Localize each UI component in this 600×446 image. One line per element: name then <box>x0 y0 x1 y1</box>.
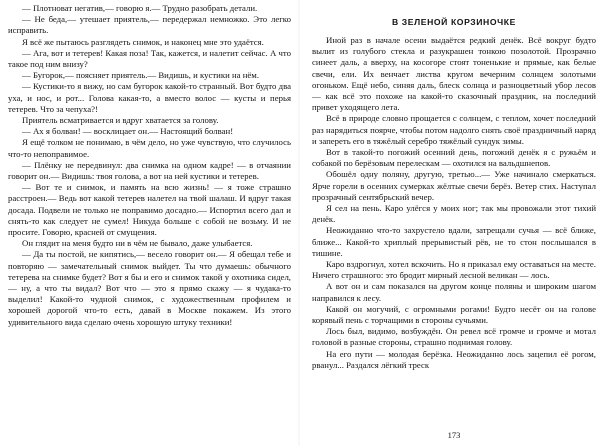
paragraph: Я ещё толком не понимаю, в чём дело, но уже чувствую, что случилось что-то непоправимое. <box>8 137 291 159</box>
paragraph: Какой он могучий, с огромными рогами! Будто несёт он на голове корявый пень с торчащими в стороны сучьями. <box>312 303 596 326</box>
right-page <box>312 0 596 446</box>
paragraph: — Плотноват негатив,— говорю я.— Трудно разобрать детали. <box>22 3 258 13</box>
paragraph: Всё в природе словно прощается с солнцем, с теплом, хочет последний раз нарядиться поярче, чтобы потом надолго снять своё праздничный наряд и запереть его в тяжёлый серебро тяжёлый сундук зимы. <box>312 113 596 146</box>
page-gutter <box>298 0 300 446</box>
paragraph: — Не беда,— утешает приятель,— передержал немножко. Это легко исправить. <box>8 14 291 36</box>
paragraph: Обошёл одну поляну, другую, третью...— Уже начинало смеркаться. Ярче горели в осенних сумерках жёлтые свечи берёз. Ветер стих. Наступал прозрачный сентябрьский вечер. <box>312 169 596 202</box>
paragraph: — Плёнку не передвинул: два снимка на одном кадре! — в отчаянии говорит он.— Видишь: твоя голова, а вот на ней кустики и тетерев. <box>8 159 291 182</box>
paragraph: — Да ты постой, не кипятись,— весело говорит он.— Я обещал тебе и повторяю — замечательный снимок выйдет. Ты что думаешь: обычного тетерева на снимке будет? Вот я бы и его и снимок такой у охотника сидел,— ну, а что ты видал? Вот что — это я прямо скажу — я чудака-то выделил! Какой-то чудной снимок, с художественным профилем и хорошей дорогой что-то есть, давай в Москве покажем. Из этого удивительного вида сделаю очень хорошую штуку техники! <box>8 249 291 327</box>
paragraph: Неожиданно что-то захрустело вдали, затрещали сучья — всё ближе, ближе... Какой-то хриплый прерывистый рёв, не то стон послышался в тишине. <box>312 225 596 258</box>
paragraph: — Ах я болван! — восклицает он.— Настоящий болван! <box>22 126 234 137</box>
paragraph: Каро вздрогнул, хотел вскочить. Но я приказал ему оставаться на месте. Ничего страшного: это бродит мирный лесной великан — лось. <box>312 259 596 281</box>
paragraph: Приятель всматривается и вдруг хватается за голову. <box>22 115 219 126</box>
paragraph: Я сел на пень. Каро улёгся у моих ног; так мы провожали этот тихий денёк. <box>312 203 596 225</box>
paragraph: — Ага, вот и тетерев! Какая поза! Так, кажется, и налетит сейчас. А что такое под ним внизу? <box>8 47 291 70</box>
paragraph: Лось был, видимо, возбуждён. Он ревел всё громче и громче и мотал головой в разные стороны, страшно поднимая голову. <box>312 326 596 348</box>
paragraph: А вот он и сам показался на другом конце поляны и широким шагом направился к лесу. <box>312 281 596 303</box>
page-number: 173 <box>447 430 461 440</box>
paragraph: Он глядит на меня будто ни в чём не бывало, даже улыбается. <box>22 238 253 249</box>
paragraph: Я всё же пытаюсь разглядеть снимок, и наконец мне это удаётся. <box>22 36 264 47</box>
paragraph: — Вот те и снимок, и память на всю жизнь! — я тоже страшно расстроен.— Ведь вот какой тетерев налетел на твой шалаш. И вдруг такая досада. Подвели не только не поправимо досадно.— Испортил всего дал и снять-то как следует не сумел! Никуда больше с собой не возьму. И не просите. Говорю, красней от смущения. <box>8 182 291 238</box>
paragraph: — Кустики-то я вижу, но сам бугорок какой-то странный. Вот будто два уха, и нос, и рот... Голова какая-то, а вместо волос — кусты и перья тетерев. Что за чепуха?! <box>8 81 291 114</box>
left-page <box>8 0 291 446</box>
paragraph: На его пути — молодая берёзка. Неожиданно лось зацепил её рогом, рванул... Раздался лёгкий треск <box>312 348 596 370</box>
chapter-title: В ЗЕЛЕНОЙ КОРЗИНОЧКЕ <box>392 17 516 27</box>
paragraph: — Бугорок,— поясняет приятель.— Видишь, и кустики на нём. <box>22 70 260 81</box>
paragraph: Иной раз в начале осени выдаётся редкий денёк. Всё вокруг будто вылит из голубого стекла и разукрашен тонкою позолотой. Прозрачно синеет даль, а вверху, на косогоре стоят тоненькие и прямые, как белые свечи, ели. Их венчает листва кругом вечерним солнцем золотыми огоньком. Ещё небо, синяя даль, блеск солнца и разноцветный убор лесов — как всё это похоже на какой-то сказочный праздник, на последний привет уходящего лета. <box>312 35 596 113</box>
paragraph: Вот в такой-то погожий осенний день, погожий денёк я с ружьём и собакой по берёзовым перелескам — охотился на вальдшнепов. <box>312 147 596 169</box>
